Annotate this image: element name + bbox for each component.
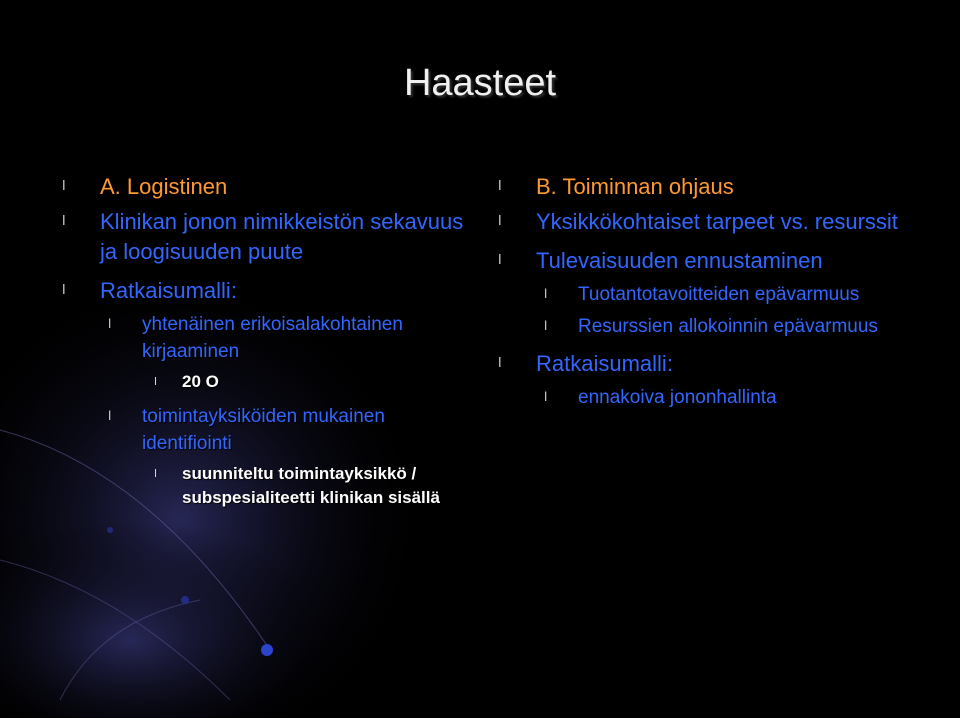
bullet-icon: l [62,179,66,194]
left-subsubitem-planned [62,462,472,510]
right-item-solution-label [498,349,938,379]
left-planned-text: suunniteltu toimintayksikkö / subspesialiteetti klinikan sisällä [182,464,440,507]
bullet-icon: l [62,283,66,298]
right-column [498,172,938,411]
bullet-icon: l [498,179,502,194]
right-solution-label-text: Ratkaisumalli: [536,351,673,376]
bullet-icon: l [544,319,548,333]
right-allocation-text: Resurssien allokoinnin epävarmuus [578,316,878,337]
right-subitem-queue [498,384,938,411]
left-recording-text: yhtenäinen erikoisalakohtainen kirjaaminen [142,314,403,362]
right-targets-text: Tuotantotavoitteiden epävarmuus [578,284,860,305]
right-item-needs [498,207,938,237]
left-identification-text: toimintayksiköiden mukainen identifiointi [142,406,385,454]
bullet-icon: l [108,317,112,331]
left-column [62,172,472,510]
left-item-problem [62,207,472,267]
left-20o-text: 20 O [182,372,219,391]
left-solution-label-text: Ratkaisumalli: [100,278,237,303]
right-subitem-allocation [498,313,938,340]
right-needs-text: Yksikkökohtaiset tarpeet vs. resurssit [536,209,898,234]
bullet-icon: l [544,287,548,301]
bullet-icon: l [544,390,548,404]
right-forecasting-text: Tulevaisuuden ennustaminen [536,248,823,273]
left-item-solution-label [62,276,472,306]
left-item-heading [62,172,472,202]
left-subitem-identification [62,403,472,457]
left-subsubitem-20o [62,370,472,394]
right-subitem-targets [498,281,938,308]
bullet-icon: l [62,214,66,229]
right-heading-text: B. Toiminnan ohjaus [536,174,734,199]
bullet-icon: l [108,409,112,423]
left-problem-text: Klinikan jonon nimikkeistön sekavuus ja loogisuuden puute [100,209,464,264]
bullet-icon: l [154,375,158,388]
slide-title: Haasteet [403,62,557,104]
bullet-icon: l [498,253,502,268]
bullet-icon: l [498,356,502,371]
right-queue-text: ennakoiva jononhallinta [578,387,777,408]
left-heading-text: A. Logistinen [100,174,228,199]
right-item-heading [498,172,938,202]
bullet-icon: l [498,214,502,229]
left-subitem-recording [62,311,472,365]
bullet-icon: l [154,467,158,480]
right-item-forecasting [498,246,938,276]
